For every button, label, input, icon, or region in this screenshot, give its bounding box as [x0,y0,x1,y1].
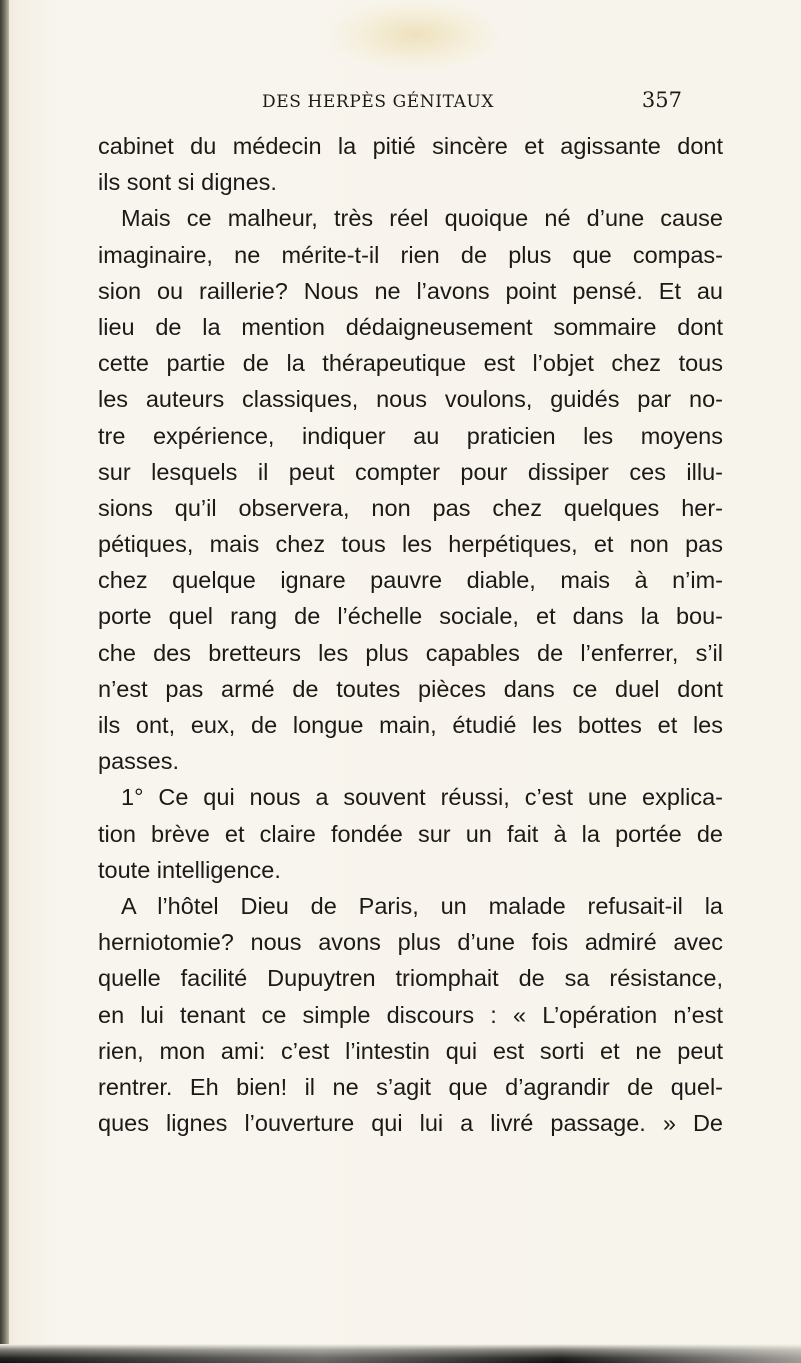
page-header [262,88,682,122]
text-line: cette partie de la thérapeutique est l’objet chez tous [98,350,723,377]
page-number: 357 [641,88,682,112]
binding-shadow [0,0,9,1363]
paper-stain [330,0,500,70]
text-line: chez quelque ignare pauvre diable, mais à n’im- [98,567,723,594]
text-line: tre expérience, indiquer au praticien les moyens [98,422,723,449]
text-line: quelle facilité Dupuytren triomphait de sa résistance, [98,965,723,992]
text-line: sion ou raillerie? Nous ne l’avons point pensé. Et au [98,277,723,304]
text-line: imaginaire, ne mérite-t-il rien de plus que compas- [98,241,723,268]
text-line: cabinet du médecin la pitié sincère et agissante dont [98,133,723,159]
text-line: A l’hôtel Dieu de Paris, un malade refusait-il la [121,892,723,919]
page-bottom-edge [0,1344,801,1363]
body-text [98,128,723,1141]
text-line: sions qu’il observera, non pas chez quelques her- [98,494,723,521]
text-line: sur lesquels il peut compter pour dissiper ces illu- [98,458,723,485]
text-line: pétiques, mais chez tous les herpétiques, et non pas [98,531,723,558]
text-line: passes. [98,748,179,775]
text-line: n’est pas armé de toutes pièces dans ce duel dont [98,675,723,702]
text-line: ils ont, eux, de longue main, étudié les bottes et les [98,712,723,738]
running-title: DES HERPÈS GÉNITAUX [262,92,495,112]
text-line: lieu de la mention dédaigneusement sommaire dont [98,313,723,340]
text-line: Mais ce malheur, très réel quoique né d’une cause [121,205,723,232]
text-line: les auteurs classiques, nous voulons, guidés par no- [98,386,723,413]
text-line: toute intelligence. [98,856,281,883]
text-line: en lui tenant ce simple discours : « L’opération n’est [98,1001,723,1028]
text-line: ils sont si dignes. [98,169,277,196]
text-line: tion brève et claire fondée sur un fait à la portée de [98,820,723,847]
text-line: herniotomie? nous avons plus d’une fois admiré avec [98,929,723,956]
text-line: 1° Ce qui nous a souvent réussi, c’est une explica- [121,784,723,811]
text-line: ques lignes l’ouverture qui lui a livré passage. » De [98,1110,723,1137]
text-line: rentrer. Eh bien! il ne s’agit que d’agrandir de quel- [98,1073,723,1100]
text-line: porte quel rang de l’échelle sociale, et dans la bou- [98,603,723,630]
text-line: rien, mon ami: c’est l’intestin qui est sorti et ne peut [98,1037,723,1064]
text-line: che des bretteurs les plus capables de l’enferrer, s’il [98,639,723,666]
